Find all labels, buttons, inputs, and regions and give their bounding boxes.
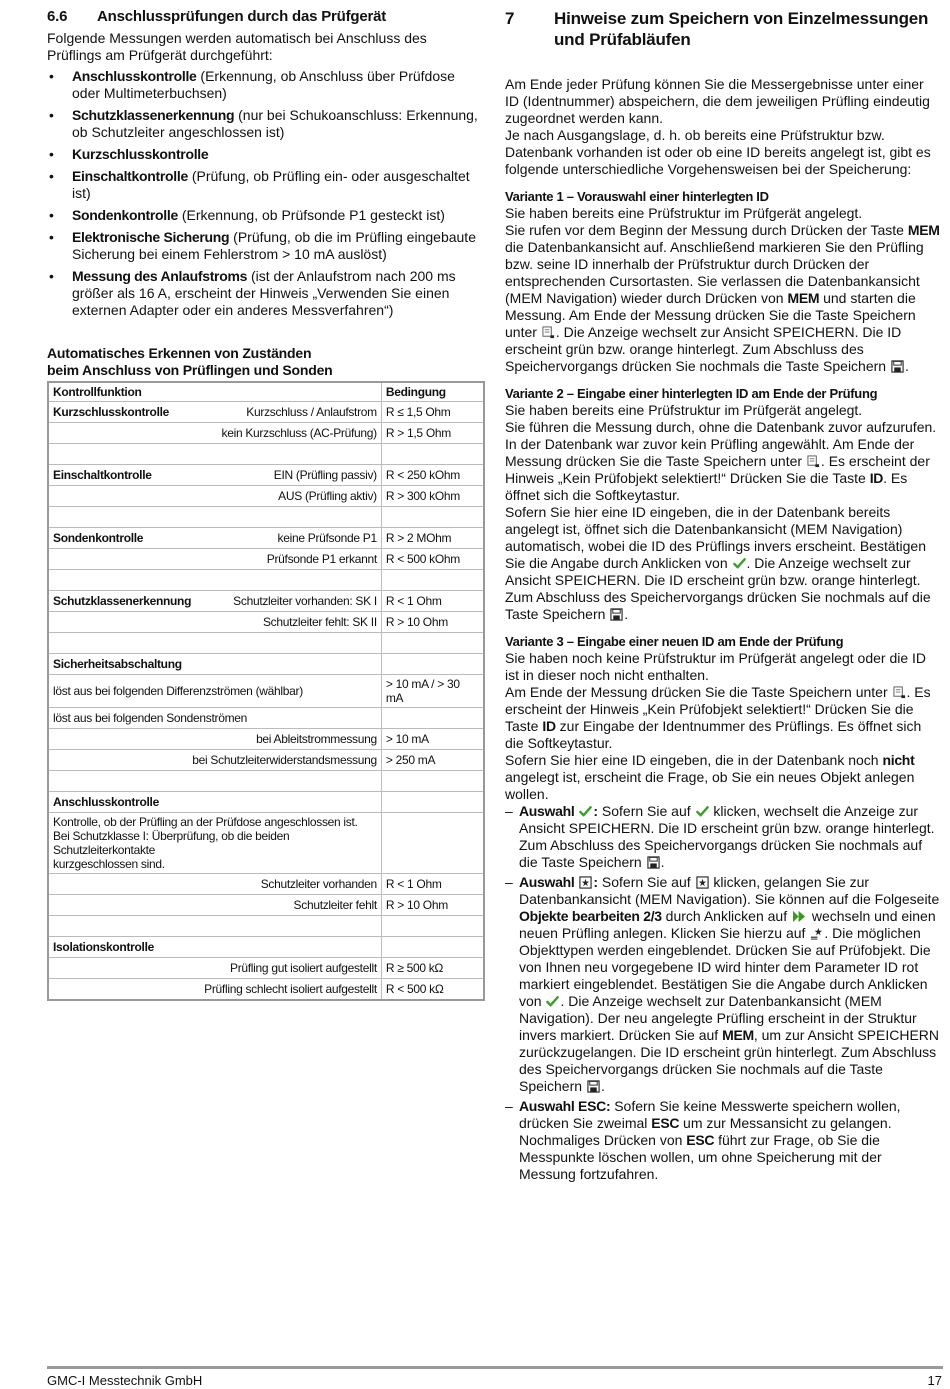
table-header-function: Kontrollfunktion [48, 382, 381, 402]
table-row-description: Kurzschluss / Anlaufstrom [246, 405, 377, 419]
new-object-icon [696, 876, 709, 889]
table-row [48, 958, 484, 979]
table-row [48, 874, 484, 895]
table-cell-function [48, 895, 381, 916]
check-list [47, 68, 485, 319]
table-row [48, 486, 484, 507]
table-row [48, 771, 484, 792]
table-cell-function [48, 423, 381, 444]
table-cell-function [48, 507, 381, 528]
check-list-item [47, 146, 485, 163]
bullet-icon: • [49, 168, 54, 184]
checkmark-icon [546, 995, 559, 1008]
footer-company: GMC-I Messtechnik GmbH [47, 1373, 203, 1388]
check-description: (Prüfung, ob die im Prüfling eingebaute Sicherung bei einem Fehlerstrom > 10 mA auslöst) [72, 229, 476, 262]
table-header-condition: Bedingung [381, 382, 484, 402]
table-cell-condition [381, 633, 484, 654]
variant-3-text-c: Sofern Sie hier eine ID eingeben, die in der Datenbank noch nicht angelegt ist, erscheint die Frage, ob Sie ein neues Objekt anlegen wollen. [505, 752, 915, 802]
variant-3-heading: Variante 3 – Eingabe einer neuen ID am Ende der Prüfung [505, 634, 844, 649]
table-cell-condition [381, 771, 484, 792]
check-name: Anschlusskontrolle [72, 68, 197, 84]
table-row [48, 654, 484, 675]
save-key-icon [587, 1080, 600, 1093]
table-cell-function [48, 402, 381, 423]
save-key-icon [891, 360, 904, 373]
table-cell-function [48, 958, 381, 979]
next-page-arrow-icon [792, 910, 807, 923]
variant-2-text-b: Sie führen die Messung durch, ohne die Datenbank zuvor aufzurufen. In der Datenbank war zuvor kein Prüfling angewählt. Am Ende der Messung drücken Sie die Taste Speichern unter . Es erscheint der Hinweis „Kein Prüfobjekt selektiert!“ Drücken Sie die Taste ID. Es öffnet sich die Softkeytastur. [505, 419, 937, 503]
variant-3-text-b: Am Ende der Messung drücken Sie die Taste Speichern unter . Es erscheint der Hinweis „Kein Prüfobjekt selektiert!“ Drücken Sie die Taste ID zur Eingabe der Identnummer des Prüflings. Es öffnet sich die Softkeytastur. [505, 684, 931, 751]
table-cell-condition: R < 1 Ohm [381, 591, 484, 612]
table-cell-function [48, 708, 381, 729]
variant-3-text-a: Sie haben noch keine Prüfstruktur im Prüfgerät angelegt oder die ID ist in dieser noch nicht enthalten. [505, 650, 927, 683]
check-name: Schutzklassenerkennung [72, 107, 235, 123]
table-row-description: Schutzleiter vorhanden [260, 877, 377, 891]
table-row-description: Prüfling schlecht isoliert aufgestellt [204, 982, 377, 996]
bullet-icon: • [49, 107, 54, 123]
option-list [505, 803, 940, 1183]
table-row-description: bei Ableitstrommessung [256, 732, 377, 746]
check-name: Messung des Anlaufstroms [72, 268, 248, 284]
checkmark-icon [696, 805, 709, 818]
table-row-label: Kurzschlusskontrolle [53, 405, 170, 419]
table-cell-condition: R > 10 Ohm [381, 612, 484, 633]
save-key-icon [610, 608, 623, 621]
save-key-icon [647, 856, 660, 869]
table-note-line: kurzgeschlossen sind. [53, 857, 165, 871]
check-name: Kurzschlusskontrolle [72, 146, 209, 162]
table-row-text: löst aus bei folgenden Differenzströmen (wählbar) [53, 684, 303, 698]
table-cell-condition [381, 916, 484, 937]
variant-1-text-b: Sie rufen vor dem Beginn der Messung durch Drücken der Taste MEM die Datenbankansicht auf. Anschließend markieren Sie den Prüfling bzw. seine ID innerhalb der Prüfstruktur durch Drücken der entsprechenden Cursortasten. Sie verlassen die Datenbankansicht (MEM Navigation) wieder durch Drücken von MEM und starten die Messung. Am Ende der Messung drücken Sie die Taste Speichern unter . Die Anzeige wechselt zur Ansicht SPEICHERN. Die ID erscheint grün bzw. orange hinterlegt. Zum Abschluss des Speichervorgangs drücken Sie nochmals die Taste Speichern . [505, 222, 940, 374]
table-row [48, 549, 484, 570]
table-cell-condition [381, 654, 484, 675]
table-row-description: EIN (Prüfling passiv) [273, 468, 377, 482]
table-row-description: Prüfsonde P1 erkannt [266, 552, 377, 566]
table-cell-condition: > 10 mA / > 30 mA [381, 675, 484, 708]
table-row [48, 792, 484, 813]
table-cell-function [48, 675, 381, 708]
table-cell-condition: R < 1 Ohm [381, 874, 484, 895]
chapter-heading: 7 Hinweise zum Speichern von Einzelmessungen und Prüfabläufen [505, 9, 929, 49]
check-name: Sondenkontrolle [72, 207, 178, 223]
table-row-description: Schutzleiter vorhanden: SK I [233, 594, 377, 608]
check-description: (ist der Anlaufstrom nach 200 ms größer als 16 A, erscheint der Hinweis „Verwenden Sie einen externen Adapter oder ein anderes Messverfahren“) [72, 268, 456, 318]
table-cell-function [48, 654, 381, 675]
table-cell-function [48, 570, 381, 591]
right-column [505, 8, 940, 1186]
table-row-description: Schutzleiter fehlt: SK II [262, 615, 377, 629]
table-row [48, 402, 484, 423]
save-as-key-icon [807, 455, 820, 468]
checkmark-icon [579, 805, 592, 818]
table-row [48, 979, 484, 1001]
variant-2-text-a: Sie haben bereits eine Prüfstruktur im Prüfgerät angelegt. [505, 402, 863, 418]
option-esc: – Auswahl ESC: Sofern Sie keine Messwerte speichern wollen, drücken Sie zweimal ESC um zur Messansicht zu gelangen. Nochmaliges Drücken von ESC führt zur Frage, ob Sie die Messpunkte löschen wollen, um ohne Speicherung mit der Messung fortzufahren. [505, 1098, 901, 1182]
table-cell-condition [381, 708, 484, 729]
table-cell-condition: R ≥ 500 kΩ [381, 958, 484, 979]
left-column [47, 8, 485, 1001]
table-cell-function [48, 979, 381, 1001]
table-cell-condition: R < 500 kΩ [381, 979, 484, 1001]
variant-1-text-a: Sie haben bereits eine Prüfstruktur im Prüfgerät angelegt. [505, 205, 863, 221]
table-row [48, 895, 484, 916]
table-cell-condition: R > 1,5 Ohm [381, 423, 484, 444]
table-row [48, 813, 484, 874]
table-cell-condition: R > 2 MOhm [381, 528, 484, 549]
check-list-item [47, 68, 485, 102]
check-description: (Erkennung, ob Anschluss über Prüfdose oder Multimeterbuchsen) [72, 68, 455, 101]
table-row [48, 750, 484, 771]
table-cell-function [48, 937, 381, 958]
check-list-item [47, 229, 485, 263]
table-row [48, 937, 484, 958]
table-cell-function [48, 444, 381, 465]
table-row-label: Sondenkontrolle [53, 531, 144, 545]
table-cell-condition: R > 300 kOhm [381, 486, 484, 507]
check-description: (nur bei Schukoanschluss: Erkennung, ob Schutzleiter angeschlossen ist) [72, 107, 478, 140]
table-row [48, 633, 484, 654]
chapter-intro-2: Je nach Ausgangslage, d. h. ob bereits eine Prüfstruktur bzw. Datenbank vorhanden ist oder ob eine ID bereits angelegt ist, gibt es folgende unterschiedliche Vorgehensweisen bei der Speicherung: [505, 127, 931, 177]
save-as-key-icon [542, 326, 555, 339]
table-row-description: Prüfling gut isoliert aufgestellt [230, 961, 377, 975]
check-name: Einschaltkontrolle [72, 168, 188, 184]
table-cell-function [48, 729, 381, 750]
table-cell-function [48, 591, 381, 612]
table-cell-condition: R > 10 Ohm [381, 895, 484, 916]
footer-rule [47, 1366, 943, 1369]
table-cell-condition: R ≤ 1,5 Ohm [381, 402, 484, 423]
bullet-icon: • [49, 207, 54, 223]
table-row [48, 444, 484, 465]
table-row-label: Schutzklassenerkennung [53, 594, 192, 608]
new-item-icon [810, 927, 823, 940]
new-object-icon [579, 876, 592, 889]
section-intro: Folgende Messungen werden automatisch bei Anschluss des Prüflings am Prüfgerät durchgeführt: [47, 30, 427, 63]
table-cell-condition: > 10 mA [381, 729, 484, 750]
table-cell-condition [381, 444, 484, 465]
table-heading: Automatisches Erkennen von Zuständen beim Anschluss von Prüflingen und Sonden [47, 345, 333, 378]
table-row [48, 591, 484, 612]
bullet-icon: • [49, 68, 54, 84]
option-new-object: – Auswahl : Sofern Sie auf klicken, gelangen Sie zur Datenbankansicht (MEM Navigation). Sie können auf die Folgeseite Objekte bearbeiten 2/3 durch Anklicken auf wechseln und einen neuen Prüfling anlegen. Klicken Sie hierzu auf . Die möglichen Objekttypen werden eingeblendet. Drücken Sie auf Prüfobjekt. Die von Ihnen neu vorgegebene ID wird hinter dem Parameter ID rot markiert eingeblendet. Bestätigen Sie die Angabe durch Anklicken von . Die Anzeige wechselt zur Datenbankansicht (MEM Navigation). Der neu angelegte Prüfling erscheint in der Struktur invers markiert. Drücken Sie auf MEM, um zur Ansicht SPEICHERN zurückzugelangen. Die ID erscheint grün hinterlegt. Zum Abschluss des Speichervorgangs drücken Sie nochmals auf die Taste Speichern . [505, 874, 940, 1094]
table-cell-condition [381, 507, 484, 528]
check-list-item [47, 268, 485, 319]
table-note-line: Bei Schutzklasse I: Überprüfung, ob die beiden Schutzleiterkontakte [53, 829, 290, 857]
table-row [48, 916, 484, 937]
table-cell-function [48, 916, 381, 937]
variant-2-heading: Variante 2 – Eingabe einer hinterlegten ID am Ende der Prüfung [505, 386, 878, 401]
table-cell-condition [381, 813, 484, 874]
table-cell-function [48, 528, 381, 549]
table-cell-condition: > 250 mA [381, 750, 484, 771]
check-list-item [47, 168, 485, 202]
table-row [48, 423, 484, 444]
bullet-icon: • [49, 268, 54, 284]
table-cell-condition [381, 792, 484, 813]
table-row [48, 570, 484, 591]
table-note-line: Kontrolle, ob der Prüfling an der Prüfdose angeschlossen ist. [53, 815, 358, 829]
table-cell-function [48, 486, 381, 507]
table-row [48, 528, 484, 549]
table-cell-condition: R < 250 kOhm [381, 465, 484, 486]
page-number: 17 [927, 1373, 942, 1388]
check-list-item [47, 107, 485, 141]
checkmark-icon [733, 557, 746, 570]
check-description: (Prüfung, ob Prüfling ein- oder ausgeschaltet ist) [72, 168, 470, 201]
check-description: (Erkennung, ob Prüfsonde P1 gesteckt ist) [177, 207, 445, 223]
check-name: Elektronische Sicherung [72, 229, 230, 245]
table-cell-function [48, 771, 381, 792]
table-cell-function [48, 465, 381, 486]
bullet-icon: • [49, 146, 54, 162]
table-row-description: bei Schutzleiterwiderstandsmessung [192, 753, 377, 767]
table-cell-function [48, 612, 381, 633]
table-cell-function [48, 750, 381, 771]
table-row [48, 612, 484, 633]
table-cell-function [48, 813, 381, 874]
table-cell-condition [381, 570, 484, 591]
control-table [47, 381, 485, 1001]
table-row [48, 729, 484, 750]
table-row [48, 507, 484, 528]
table-header-row [48, 382, 484, 402]
bullet-icon: • [49, 229, 54, 245]
check-list-item [47, 207, 485, 224]
table-cell-condition: R < 500 kOhm [381, 549, 484, 570]
table-row-label: Isolationskontrolle [53, 940, 154, 954]
table-row-label: Sicherheitsabschaltung [53, 657, 182, 671]
table-cell-function [48, 549, 381, 570]
option-confirm: – Auswahl : Sofern Sie auf klicken, wechselt die Anzeige zur Ansicht SPEICHERN. Die ID erscheint grün bzw. orange hinterlegt. Zum Abschluss des Speichervorgangs drücken Sie nochmals auf die Taste Speichern . [505, 803, 935, 870]
variant-2-text-c: Sofern Sie hier eine ID eingeben, die in der Datenbank bereits angelegt ist, öffnet sich die Datenbankansicht (MEM Navigation) automatisch, wobei die ID des Prüflings invers erscheint. Bestätigen Sie die Angabe durch Anklicken von . Die Anzeige wechselt zur Ansicht SPEICHERN. Die ID erscheint grün bzw. orange hinterlegt. Zum Abschluss des Speichervorgangs drücken Sie nochmals auf die Taste Speichern . [505, 504, 931, 622]
table-row [48, 675, 484, 708]
table-row-label: Einschaltkontrolle [53, 468, 152, 482]
variant-1-heading: Variante 1 – Vorauswahl einer hinterlegten ID [505, 189, 769, 204]
chapter-intro: Am Ende jeder Prüfung können Sie die Messergebnisse unter einer ID (Identnummer) abspeichern, die dem jeweiligen Prüfling eindeutig zugeordnet werden kann. [505, 76, 930, 126]
table-row-text: löst aus bei folgenden Sondenströmen [53, 711, 248, 725]
save-as-key-icon [893, 686, 906, 699]
table-row-description: Schutzleiter fehlt [293, 898, 377, 912]
table-row-label: Anschlusskontrolle [53, 795, 159, 809]
table-row-description: keine Prüfsonde P1 [277, 531, 377, 545]
table-row [48, 708, 484, 729]
table-row-description: AUS (Prüfling aktiv) [278, 489, 377, 503]
table-cell-function [48, 874, 381, 895]
section-heading: 6.6 Anschlussprüfungen durch das Prüfgerät [47, 8, 387, 25]
table-row-description: kein Kurzschluss (AC-Prüfung) [221, 426, 377, 440]
table-cell-function [48, 633, 381, 654]
table-cell-function [48, 792, 381, 813]
table-row [48, 465, 484, 486]
table-cell-condition [381, 937, 484, 958]
